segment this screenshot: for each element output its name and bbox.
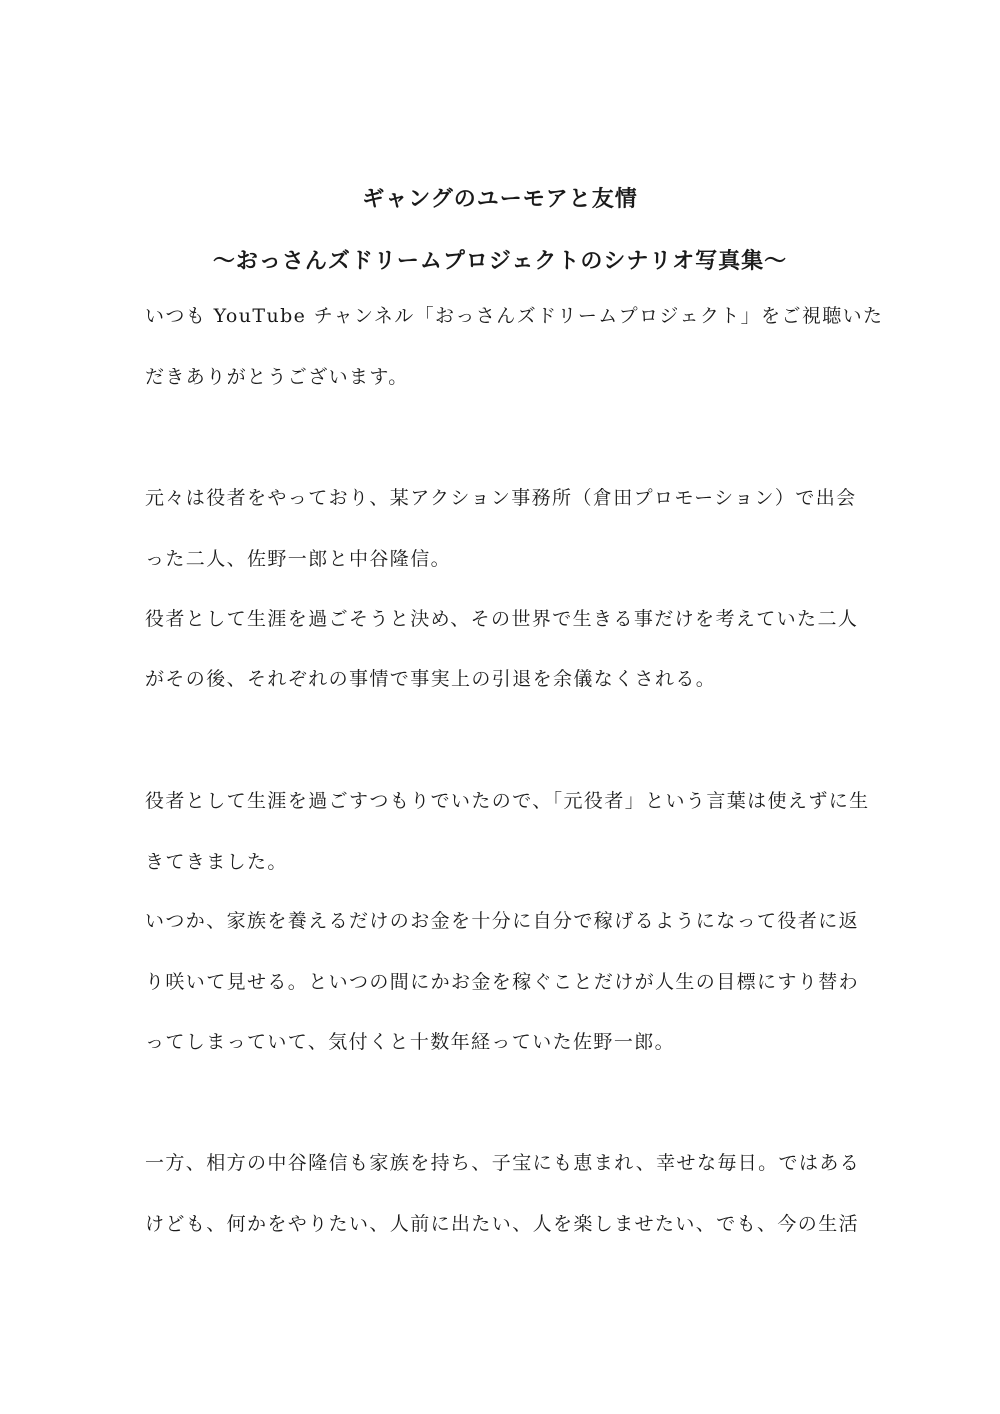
body-line: 役者として生涯を過ごすつもりでいたので、「元役者」という言葉は使えずに生 bbox=[145, 790, 870, 812]
document-title: ギャングのユーモアと友情 bbox=[362, 186, 638, 212]
body-line: った二人、佐野一郎と中谷隆信。 bbox=[145, 548, 452, 570]
body-line: いつも YouTube チャンネル「おっさんズドリームプロジェクト」をご視聴いた bbox=[145, 305, 884, 327]
body-line: がその後、それぞれの事情で事実上の引退を余儀なくされる。 bbox=[145, 668, 717, 690]
body-line: けども、何かをやりたい、人前に出たい、人を楽しませたい、でも、今の生活 bbox=[145, 1213, 860, 1235]
body-line: だきありがとうございます。 bbox=[145, 366, 409, 388]
body-line: り咲いて見せる。といつの間にかお金を稼ぐことだけが人生の目標にすり替わ bbox=[145, 971, 860, 993]
body-line: きてきました。 bbox=[145, 851, 288, 873]
body-line: 役者として生涯を過ごそうと決め、その世界で生きる事だけを考えていた二人 bbox=[145, 608, 859, 630]
body-line: いつか、家族を養えるだけのお金を十分に自分で稼げるようになって役者に返 bbox=[145, 910, 860, 932]
document-subtitle: 〜おっさんズドリームプロジェクトのシナリオ写真集〜 bbox=[212, 248, 788, 274]
body-line: 一方、相方の中谷隆信も家族を持ち、子宝にも恵まれ、幸せな毎日。ではある bbox=[145, 1152, 861, 1174]
body-line: ってしまっていて、気付くと十数年経っていた佐野一郎。 bbox=[145, 1031, 676, 1053]
body-line: 元々は役者をやっており、某アクション事務所（倉田プロモーション）で出会 bbox=[145, 487, 857, 509]
